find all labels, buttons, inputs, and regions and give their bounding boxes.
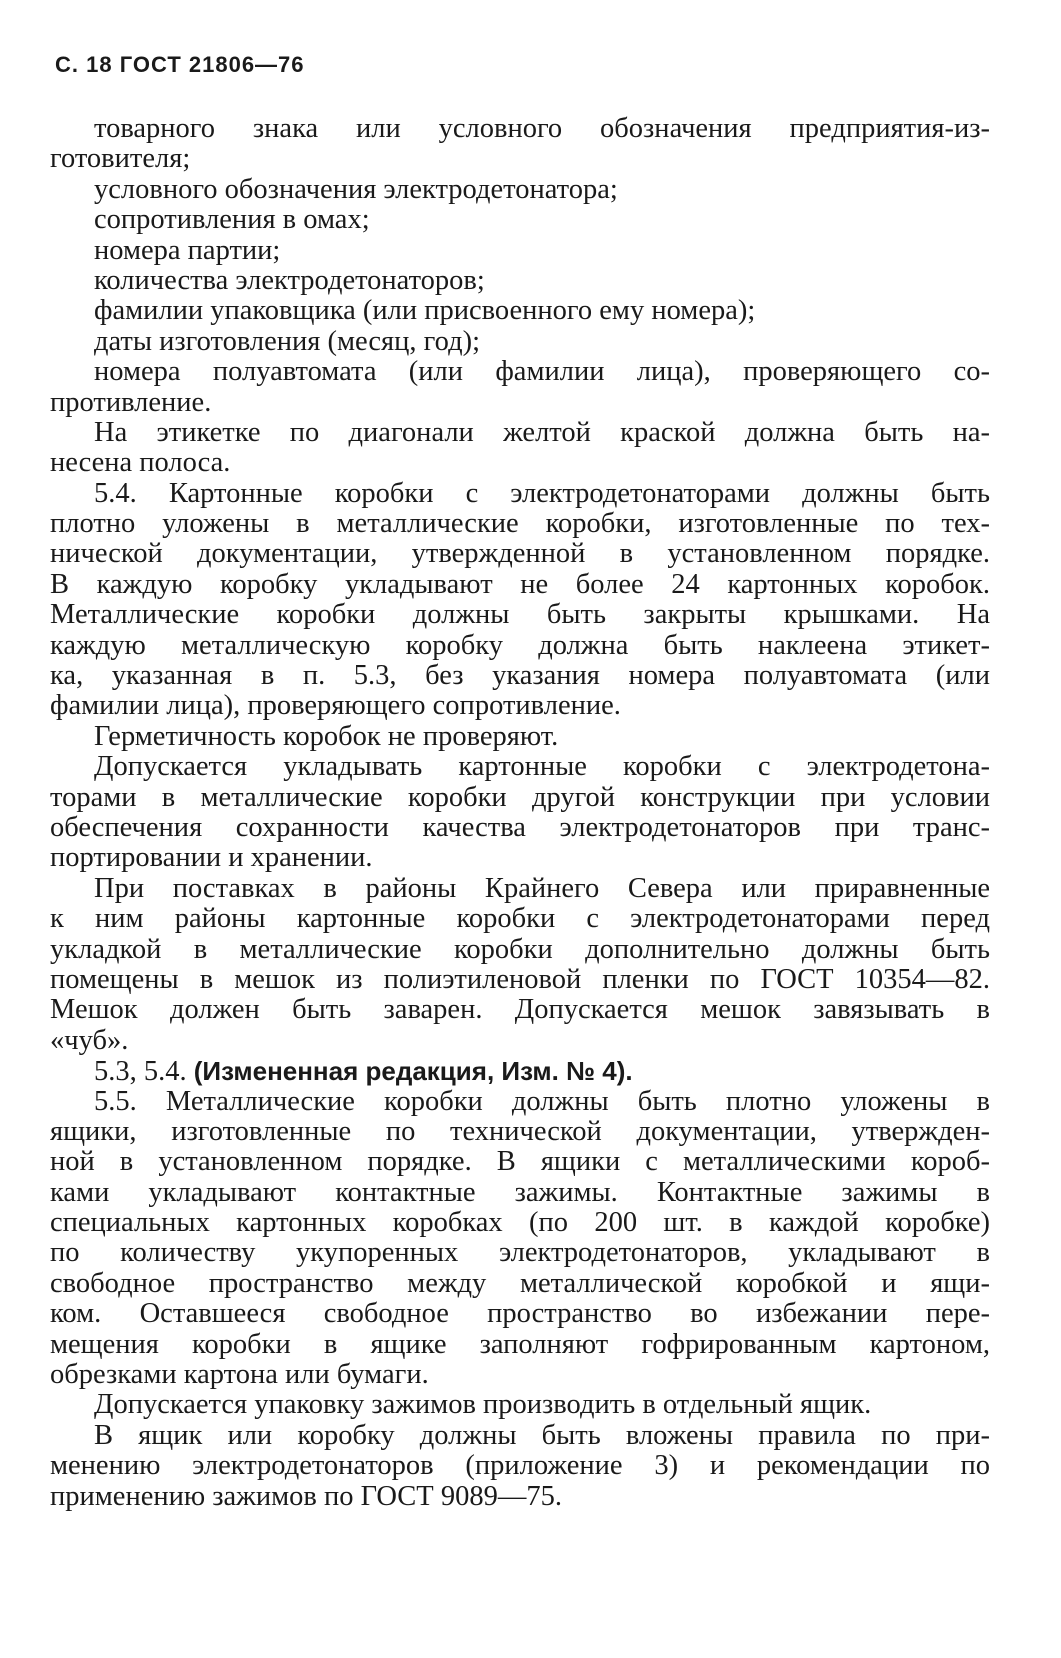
text-line: 5.5. Металлические коробки должны быть плотно уложены в: [94, 1085, 990, 1117]
page-header: С. 18 ГОСТ 21806—76: [55, 52, 305, 77]
text-line: Металлические коробки должны быть закрыты крышками. На: [50, 599, 990, 631]
text-line: 5.4. Картонные коробки с электродетонаторами должны быть: [94, 477, 990, 509]
text-line: торами в металлические коробки другой конструкции при условии: [50, 781, 990, 813]
text-line: сопротивления в омах;: [94, 204, 370, 236]
text-line: обрезками картона или бумаги.: [50, 1359, 429, 1391]
text-line: ной в установленном порядке. В ящики с металлическими короб-: [50, 1146, 990, 1178]
text-line: В ящик или коробку должны быть вложены правила по при-: [94, 1419, 990, 1451]
text-line: номера партии;: [94, 234, 281, 266]
text-line: готовителя;: [50, 143, 191, 175]
text-line: фамилии упаковщика (или присвоенного ему номера);: [94, 295, 756, 327]
text-line: ком. Оставшееся свободное пространство во избежании пере-: [50, 1298, 990, 1330]
text-line: Герметичность коробок не проверяют.: [94, 720, 559, 752]
text-line: фамилии лица), проверяющего сопротивление.: [50, 690, 621, 722]
amendment-line: [50, 1056, 990, 1086]
text-line: противление.: [50, 386, 212, 418]
text-line: каждую металлическую коробку должна быть наклеена этикет-: [50, 629, 990, 661]
text-line: ящики, изготовленные по технической документации, утвержден-: [50, 1115, 990, 1147]
text-line: помещены в мешок из полиэтиленовой пленки по ГОСТ 10354—82.: [50, 963, 990, 995]
amendment-clauses: 5.3, 5.4.: [94, 1056, 194, 1088]
text-line: Мешок должен быть заварен. Допускается мешок завязывать в: [50, 994, 990, 1026]
text-line: В каждую коробку укладывают не более 24 картонных коробок.: [50, 568, 990, 600]
body-text: [50, 114, 990, 1512]
text-line: даты изготовления (месяц, год);: [94, 325, 480, 357]
text-line: к ним районы картонные коробки с электродетонаторами перед: [50, 903, 990, 935]
text-line: менению электродетонаторов (приложение 3) и рекомендации по: [50, 1450, 990, 1482]
text-line: товарного знака или условного обозначения предприятия-из-: [94, 113, 990, 144]
text-line: специальных картонных коробках (по 200 шт. в каждой коробке): [50, 1207, 990, 1239]
text-line: ка, указанная в п. 5.3, без указания номера полуавтомата (или: [50, 660, 990, 692]
text-line: «чуб».: [50, 1024, 129, 1056]
text-line: При поставках в районы Крайнего Севера или приравненные: [94, 872, 990, 904]
text-line: количества электродетонаторов;: [94, 264, 485, 296]
text-line: свободное пространство между металлической коробкой и ящи-: [50, 1267, 990, 1299]
text-line: Допускается упаковку зажимов производить в отдельный ящик.: [94, 1389, 872, 1421]
text-line: несена полоса.: [50, 447, 231, 479]
text-line: применению зажимов по ГОСТ 9089—75.: [50, 1480, 562, 1512]
text-line: мещения коробки в ящике заполняют гофрированным картоном,: [50, 1328, 990, 1360]
text-line: плотно уложены в металлические коробки, изготовленные по тех-: [50, 508, 990, 540]
text-line: На этикетке по диагонали желтой краской должна быть на-: [94, 416, 990, 448]
text-line: портировании и хранении.: [50, 842, 373, 874]
text-line: по количеству укупоренных электродетонаторов, укладывают в: [50, 1237, 990, 1269]
text-line: ками укладывают контактные зажимы. Контактные зажимы в: [50, 1176, 990, 1208]
text-line: обеспечения сохранности качества электродетонаторов при транс-: [50, 811, 990, 843]
text-line: номера полуавтомата (или фамилии лица), проверяющего со-: [94, 356, 990, 388]
text-line: условного обозначения электродетонатора;: [94, 173, 618, 205]
amendment-note: (Измененная редакция, Изм. № 4).: [193, 1056, 633, 1087]
text-line: Допускается укладывать картонные коробки с электродетона-: [94, 751, 990, 783]
text-line: укладкой в металлические коробки дополнительно должны быть: [50, 933, 990, 965]
text-line: нической документации, утвержденной в установленном порядке.: [50, 538, 990, 570]
